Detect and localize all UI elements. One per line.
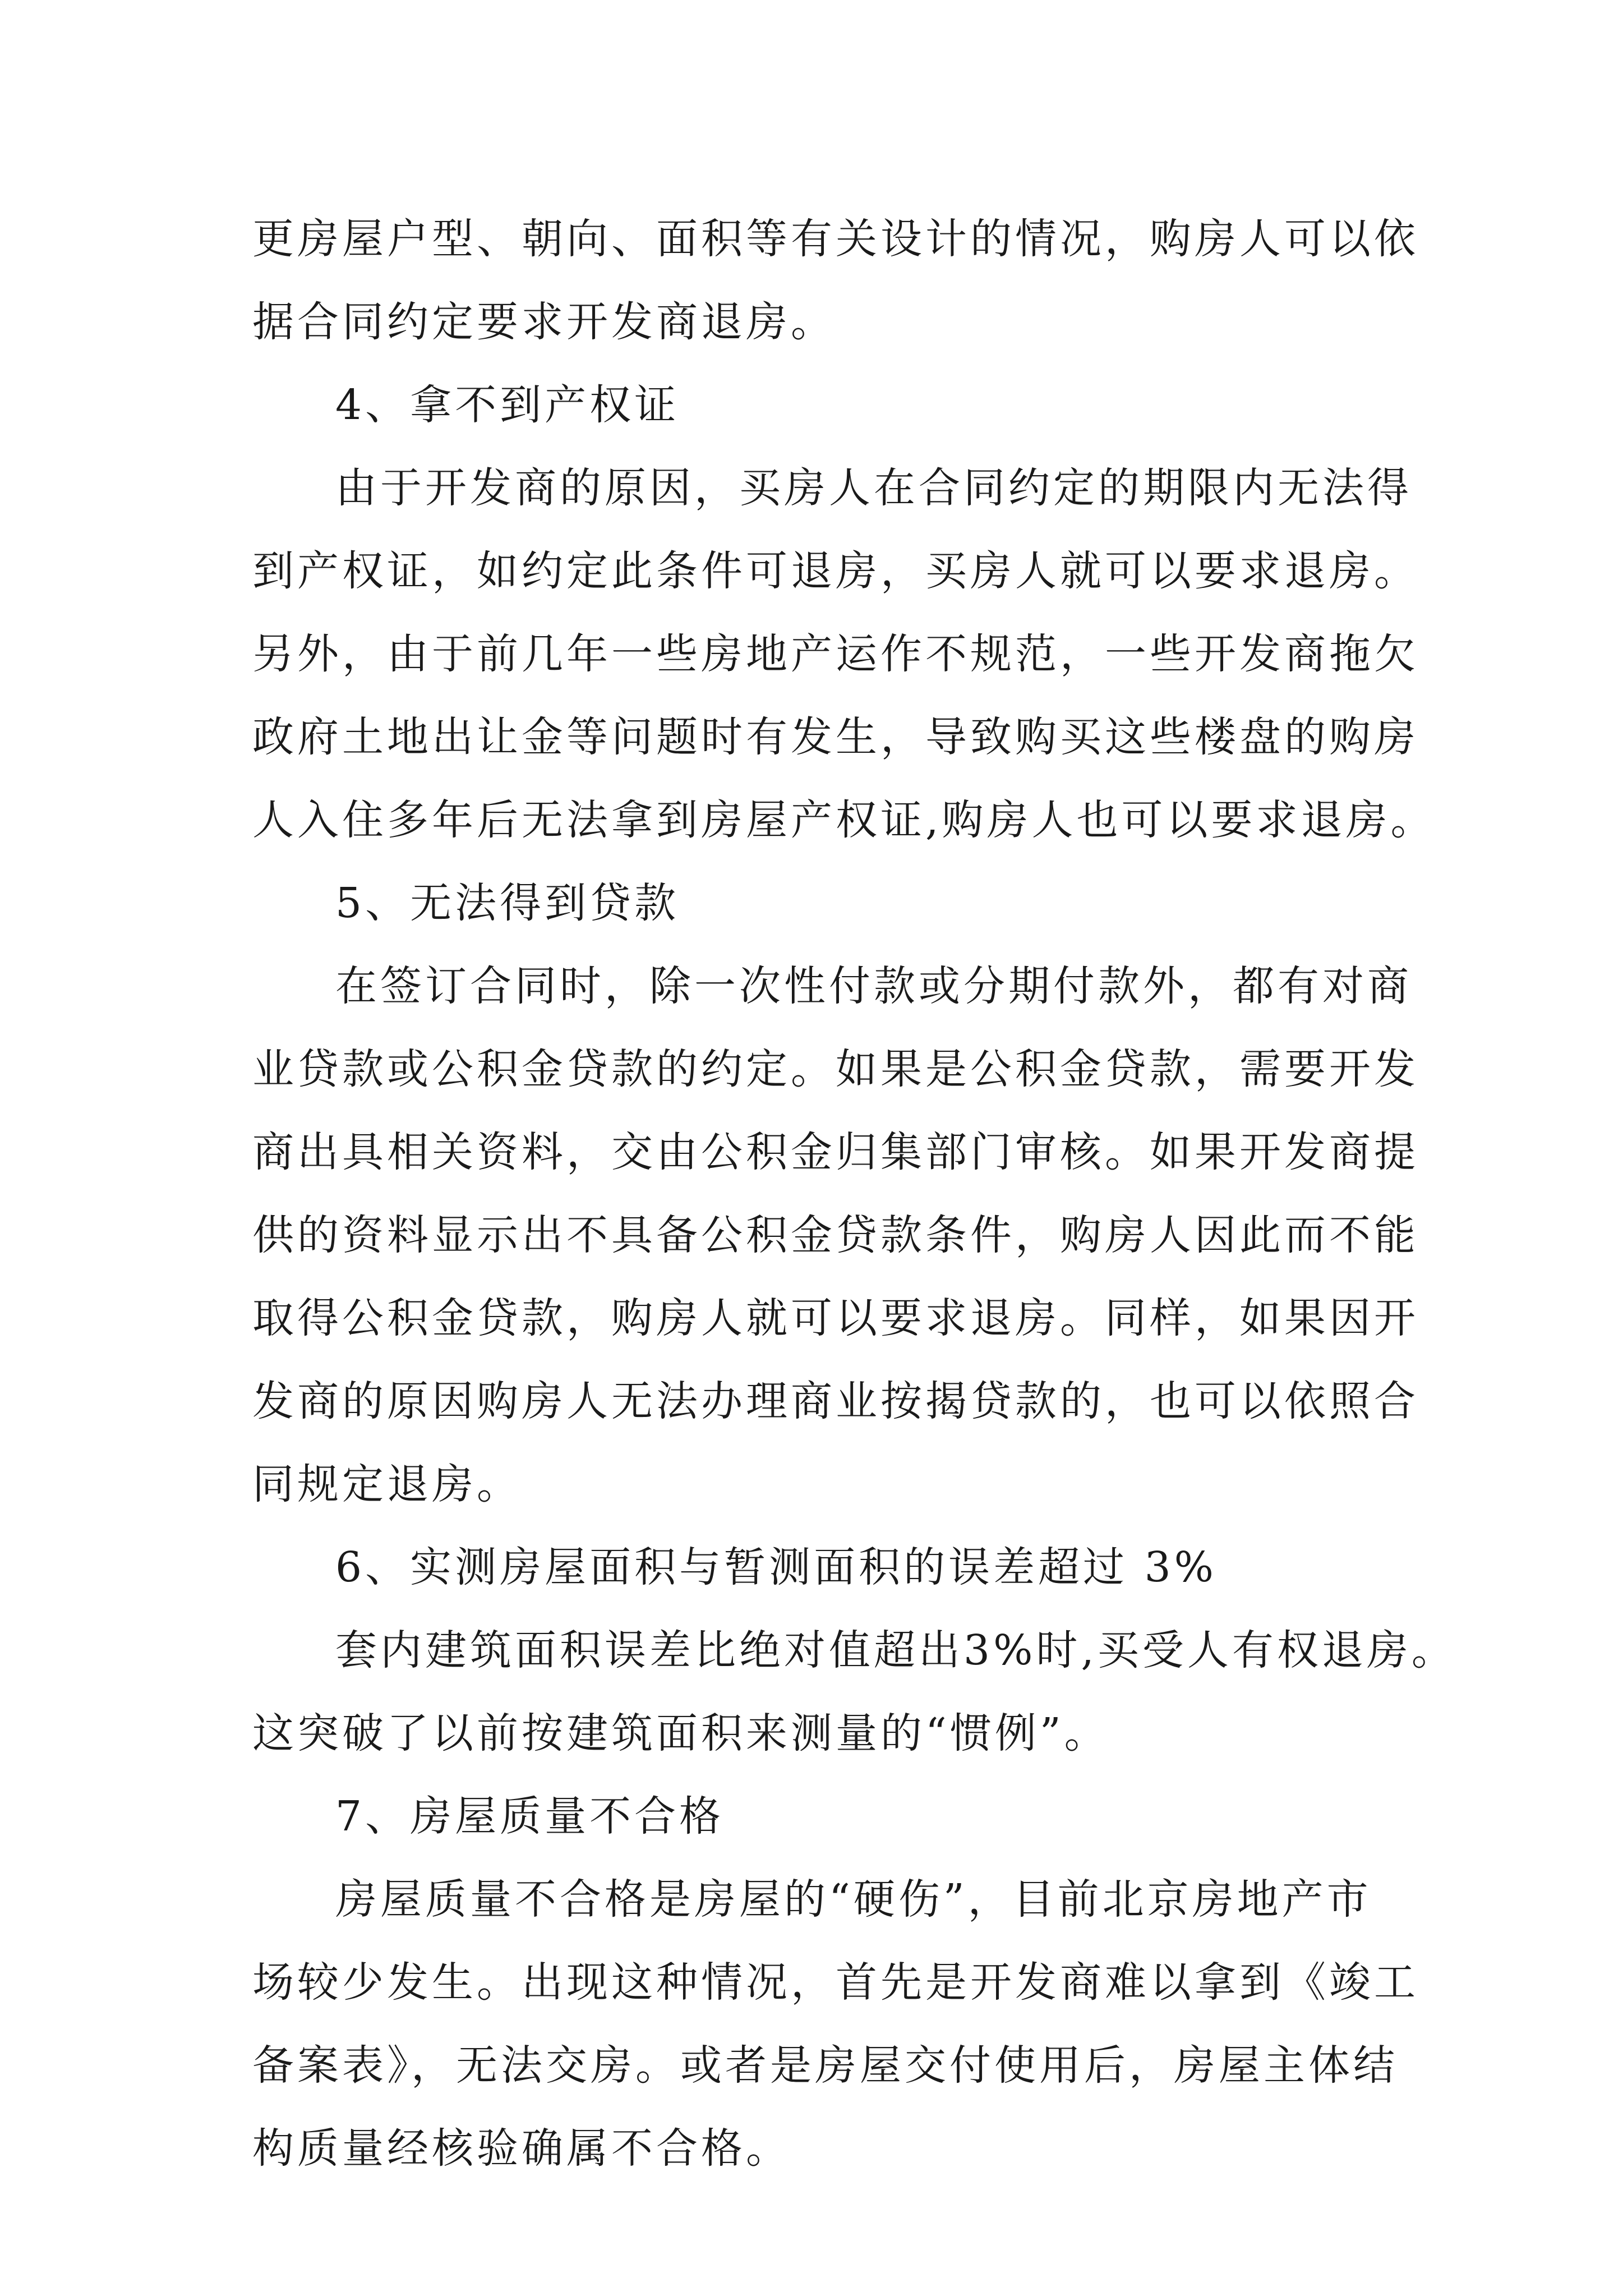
text-line: 同规定退房。	[252, 1460, 522, 1508]
text-line: 业贷款或公积金贷款的约定。如果是公积金贷款，需要开发	[252, 1045, 1419, 1093]
text-line: 发商的原因购房人无法办理商业按揭贷款的，也可以依照合	[252, 1377, 1419, 1425]
paragraph-start: 套内建筑面积误差比绝对值超出3%时,买受人有权退房。	[335, 1626, 1456, 1674]
text-line: 据合同约定要求开发商退房。	[252, 298, 836, 346]
text-line: 另外，由于前几年一些房地产运作不规范，一些开发商拖欠	[252, 630, 1419, 678]
text-line: 人入住多年后无法拿到房屋产权证,购房人也可以要求退房。	[252, 796, 1436, 844]
text-line: 商出具相关资料，交由公积金归集部门审核。如果开发商提	[252, 1128, 1419, 1176]
text-line: 这突破了以前按建筑面积来测量的“惯例”。	[252, 1709, 1109, 1757]
text-line: 更房屋户型、朝向、面积等有关设计的情况，购房人可以依	[252, 215, 1419, 263]
text-line: 到产权证，如约定此条件可退房，买房人就可以要求退房。	[252, 547, 1419, 595]
text-line: 取得公积金贷款，购房人就可以要求退房。同样，如果因开	[252, 1294, 1419, 1342]
section-heading-6: 6、实测房屋面积与暂测面积的误差超过 3%	[335, 1543, 1217, 1591]
text-line: 供的资料显示出不具备公积金贷款条件，购房人因此而不能	[252, 1211, 1419, 1259]
section-heading-5: 5、无法得到贷款	[335, 879, 680, 927]
text-line: 政府土地出让金等问题时有发生，导致购买这些楼盘的购房	[252, 713, 1419, 761]
paragraph-start: 由于开发商的原因，买房人在合同约定的期限内无法得	[335, 464, 1412, 512]
paragraph-start: 在签订合同时，除一次性付款或分期付款外，都有对商	[335, 962, 1412, 1010]
text-line: 备案表》，无法交房。或者是房屋交付使用后，房屋主体结	[252, 2041, 1398, 2090]
section-heading-4: 4、拿不到产权证	[335, 381, 680, 429]
paragraph-start: 房屋质量不合格是房屋的“硬伤”，目前北京房地产市	[335, 1875, 1372, 1924]
body-text	[252, 197, 1456, 2190]
text-line: 场较少发生。出现这种情况，首先是开发商难以拿到《竣工	[252, 1958, 1419, 2007]
section-heading-7: 7、房屋质量不合格	[335, 1792, 725, 1841]
text-line: 构质量经核验确属不合格。	[252, 2124, 791, 2173]
